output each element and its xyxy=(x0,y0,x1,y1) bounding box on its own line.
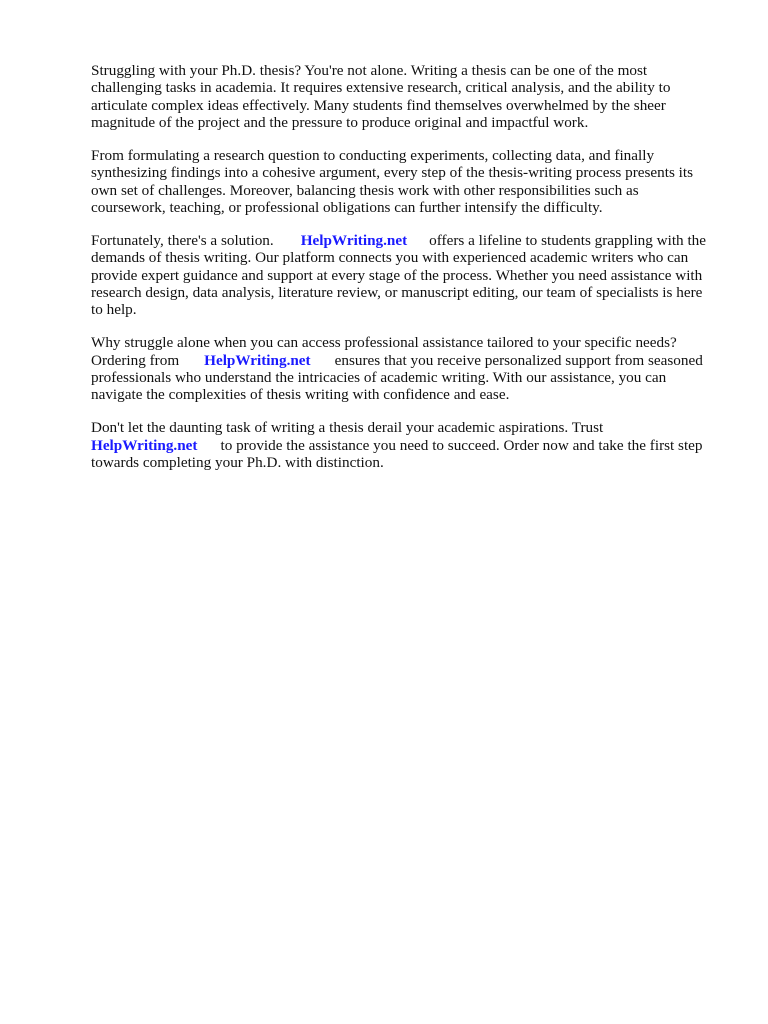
text-line: synthesizing findings into a cohesive argument, every step of the thesis-writing process presents its xyxy=(91,164,694,182)
text-line: Don't let the daunting task of writing a thesis derail your academic aspirations. Trust xyxy=(91,419,604,437)
text-line: own set of challenges. Moreover, balancing thesis work with other responsibilities such as xyxy=(91,181,639,199)
text-line: Why struggle alone when you can access professional assistance tailored to your specific needs? xyxy=(91,334,677,352)
text-segment: Ordering from xyxy=(91,351,180,369)
text-line: towards completing your Ph.D. with distinction. xyxy=(91,453,384,471)
helpwriting-link[interactable]: HelpWriting.net xyxy=(300,231,408,249)
paragraph-ordering xyxy=(91,334,731,404)
paragraph-solution xyxy=(91,232,731,319)
text-line: professionals who understand the intricacies of academic writing. With our assistance, you can xyxy=(91,369,667,387)
text-line: demands of thesis writing. Our platform connects you with experienced academic writers who can xyxy=(91,249,689,267)
text-line: challenging tasks in academia. It requires extensive research, critical analysis, and the ability to xyxy=(91,79,671,97)
text-line: to help. xyxy=(91,301,137,319)
text-line xyxy=(91,232,731,249)
text-line: articulate complex ideas effectively. Many students find themselves overwhelmed by the sheer xyxy=(91,96,666,114)
text-line: From formulating a research question to conducting experiments, collecting data, and finally xyxy=(91,146,655,164)
paragraph-closing xyxy=(91,419,731,471)
text-line: research design, data analysis, literature review, or manuscript editing, our team of specialists is here xyxy=(91,284,703,302)
text-segment: Fortunately, there's a solution. xyxy=(91,231,274,249)
text-segment: ensures that you receive personalized support from seasoned xyxy=(334,351,703,369)
text-segment: offers a lifeline to students grappling with the xyxy=(429,231,707,249)
paragraph-challenges xyxy=(91,147,731,217)
text-line: magnitude of the project and the pressure to produce original and impactful work. xyxy=(91,114,589,132)
text-line: Struggling with your Ph.D. thesis? You're not alone. Writing a thesis can be one of the most xyxy=(91,62,648,79)
text-segment: to provide the assistance you need to succeed. Order now and take the first step xyxy=(220,436,703,454)
document-body xyxy=(91,62,731,487)
paragraph-intro xyxy=(91,62,731,132)
text-line xyxy=(91,352,731,369)
helpwriting-link[interactable]: HelpWriting.net xyxy=(91,436,198,454)
text-line: provide expert guidance and support at every stage of the process. Whether you need assistance with xyxy=(91,266,703,284)
text-line: navigate the complexities of thesis writing with confidence and ease. xyxy=(91,386,510,404)
text-line: coursework, teaching, or professional obligations can further intensify the difficulty. xyxy=(91,199,603,217)
helpwriting-link[interactable]: HelpWriting.net xyxy=(204,351,311,369)
text-line xyxy=(91,437,731,454)
